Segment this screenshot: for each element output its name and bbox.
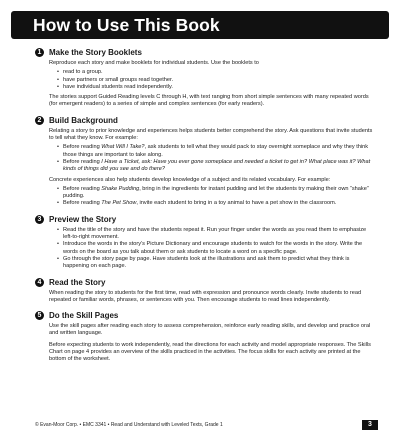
section-header bbox=[35, 214, 375, 225]
list-item-text-pre: Before reading bbox=[63, 200, 102, 207]
list-item-text: Go through the story page by page. Have students look at the illustrations and ask them to predict what they think is happening on each page. bbox=[63, 255, 350, 270]
list-item-text: Introduce the words in the story’s Picture Dictionary and encourage students to watch for the words in the story. Write the words on the board as you talk about them or ask students to locate a word on a specific page. bbox=[63, 241, 363, 255]
list-item-text-pre: Before reading bbox=[63, 158, 102, 165]
bullet-icon: • bbox=[57, 158, 59, 165]
bullet-icon: • bbox=[57, 255, 59, 262]
section-title: Do the Skill Pages bbox=[49, 311, 119, 321]
section-make-booklets bbox=[35, 47, 375, 109]
section-skill-pages bbox=[35, 310, 375, 363]
section-body bbox=[35, 290, 375, 305]
section-header bbox=[35, 47, 375, 58]
section-body bbox=[35, 128, 375, 208]
paragraph: Relating a story to prior knowledge and experiences helps students better comprehend the story. Ask questions that invite students to tell what they know. For example: bbox=[49, 127, 373, 142]
list-item-text-post: , ask: Have you ever gone someplace and needed a ticket to get in? What place was it? What kinds of things did you see and do there? bbox=[63, 158, 371, 173]
list-item bbox=[49, 77, 375, 84]
section-number-badge: 2 bbox=[35, 116, 44, 125]
section-number-badge: 4 bbox=[35, 278, 44, 287]
bullet-icon: • bbox=[57, 226, 59, 233]
list-item bbox=[49, 227, 375, 242]
section-title: Make the Story Booklets bbox=[49, 48, 142, 57]
section-header bbox=[35, 277, 375, 288]
section-number-badge: 3 bbox=[35, 215, 44, 224]
book-title: I Have a Ticket bbox=[101, 158, 139, 165]
page-footer bbox=[35, 420, 378, 430]
list-item-text: read to a group. bbox=[63, 69, 103, 76]
section-title: Preview the Story bbox=[49, 214, 117, 224]
section-preview-story bbox=[35, 214, 375, 271]
list-item bbox=[49, 241, 375, 256]
page-content bbox=[35, 47, 375, 370]
bullet-list bbox=[49, 144, 375, 173]
section-number-badge: 1 bbox=[35, 48, 44, 57]
copyright-text: © Evan-Moor Corp. • EMC 3341 • Read and Understand with Leveled Texts, Grade 1 bbox=[35, 422, 223, 428]
section-header bbox=[35, 310, 375, 321]
list-item bbox=[49, 69, 375, 76]
book-title: Shake Pudding bbox=[101, 185, 140, 192]
paragraph: Concrete experiences also help students develop knowledge of a subject and its related vocabulary. For example: bbox=[49, 176, 331, 183]
bullet-list bbox=[49, 227, 375, 271]
section-read-story bbox=[35, 277, 375, 305]
bullet-list bbox=[49, 186, 375, 208]
section-title: Read the Story bbox=[49, 277, 106, 287]
section-header bbox=[35, 115, 375, 126]
list-item-text: have partners or small groups read together. bbox=[63, 76, 174, 83]
page-number: 3 bbox=[362, 420, 378, 430]
bullet-icon: • bbox=[57, 144, 59, 151]
bullet-icon: • bbox=[57, 76, 59, 83]
paragraph: Reproduce each story and make booklets for individual students. Use the booklets to bbox=[49, 60, 259, 66]
list-item bbox=[49, 186, 375, 201]
list-item-text-post: , ask students to tell what they would pack to stay overnight someplace and why they think those things are important to take along. bbox=[63, 144, 369, 158]
paragraph: When reading the story to students for the first time, read with expression and pronounce words clearly. Invite students to read repeated or familiar words, phrases, or sentences with you. Then encourage students to read lines independently. bbox=[49, 289, 362, 303]
list-item-text-post: , invite each student to bring in a toy animal to have a pet show in the classroom. bbox=[136, 200, 337, 207]
section-build-background bbox=[35, 115, 375, 208]
list-item-text-pre: Before reading bbox=[63, 144, 102, 151]
section-body bbox=[35, 60, 375, 109]
list-item bbox=[49, 144, 375, 159]
page-title: How to Use This Book bbox=[33, 15, 220, 35]
list-item-text: have individual students read independently. bbox=[63, 83, 173, 90]
bullet-icon: • bbox=[57, 185, 59, 192]
section-number-badge: 5 bbox=[35, 311, 44, 320]
book-title: What Will I Take? bbox=[101, 144, 145, 151]
section-title: Build Background bbox=[49, 115, 118, 125]
list-item bbox=[49, 200, 375, 207]
bullet-icon: • bbox=[57, 69, 59, 76]
bullet-icon: • bbox=[57, 83, 59, 90]
paragraph: The stories support Guided Reading levels C through H, with text ranging from short simple sentences with many repeated words (for emergent readers) to a series of simple and complex sentences (for early readers). bbox=[49, 94, 369, 108]
bullet-icon: • bbox=[57, 200, 59, 207]
paragraph: Before expecting students to work independently, read the directions for each activity and model appropriate responses. The Skills Chart on page 4 provides an overview of the skills practiced in the activities. The focus skills for each activity are printed at the bottom of the worksheet. bbox=[49, 341, 371, 363]
bullet-icon: • bbox=[57, 241, 59, 248]
bullet-list bbox=[49, 69, 375, 91]
section-body bbox=[35, 323, 375, 363]
book-title: The Pet Show bbox=[101, 200, 137, 207]
list-item-text-post: , bring in the ingredients for instant pudding and let the students try making their own “shake” pudding. bbox=[63, 185, 369, 200]
list-item bbox=[49, 256, 375, 271]
paragraph: Use the skill pages after reading each story to assess comprehension, reinforce early reading skills, and develop and practice oral and written language. bbox=[49, 323, 371, 337]
list-item-text-pre: Before reading bbox=[63, 185, 102, 192]
section-body bbox=[35, 227, 375, 271]
list-item bbox=[49, 84, 375, 91]
list-item-text: Read the title of the story and have the students repeat it. Run your finger under the words as you read them to emphasize left-to-right movement. bbox=[63, 226, 367, 241]
title-banner bbox=[11, 11, 389, 39]
list-item bbox=[49, 159, 375, 174]
